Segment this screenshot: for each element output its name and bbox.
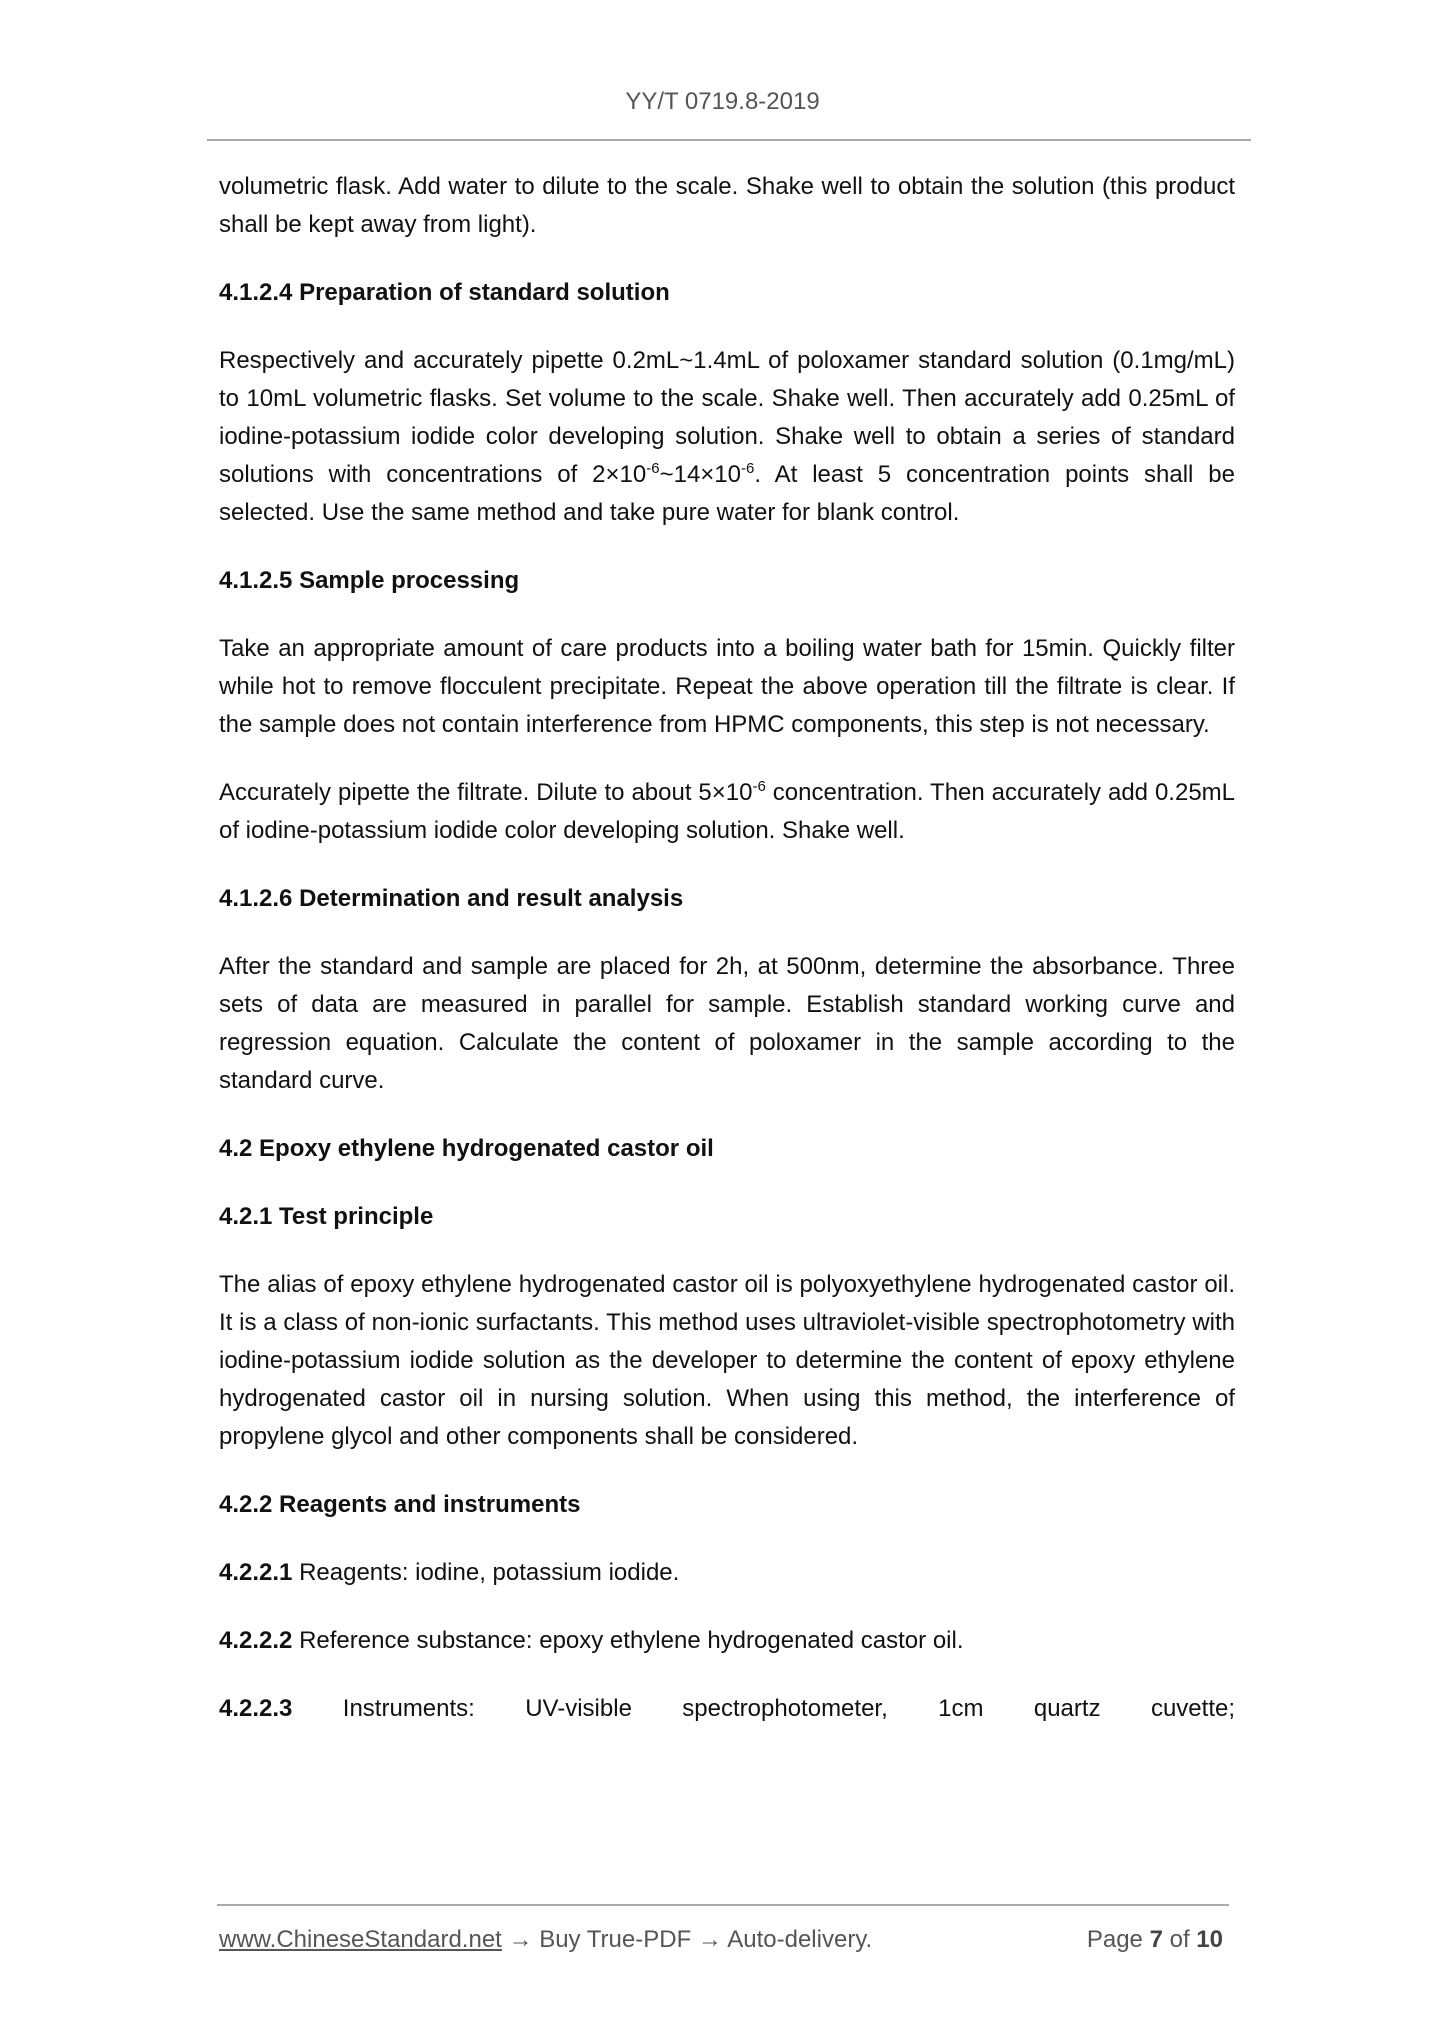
section-heading: 4.1.2.5 Sample processing — [219, 567, 520, 594]
document-header: YY/T 0719.8-2019 — [625, 88, 820, 115]
section-heading: 4.2.1 Test principle — [219, 1203, 434, 1230]
section-heading: 4.1.2.4 Preparation of standard solution — [219, 279, 670, 306]
document-footer — [219, 1926, 1229, 1954]
clause-number: 4.2.2.1 — [219, 1559, 293, 1586]
paragraph — [219, 1622, 1235, 1660]
paragraph: volumetric flask. Add water to dilute to the scale. Shake well to obtain the solution (this product shall be kept away from light). — [219, 173, 1235, 238]
footer-promo — [219, 1926, 872, 1954]
footer-divider — [217, 1904, 1229, 1906]
page-indicator — [1087, 1926, 1223, 1954]
section-heading: 4.2.2 Reagents and instruments — [219, 1491, 581, 1518]
text: Accurately pipette the filtrate. Dilute to about 5×10 — [219, 779, 753, 806]
text: . At least 5 concentration points shall be selected. Use the same method and take pure water for blank control. — [219, 461, 1235, 526]
clause-number: 4.2.2.3 — [219, 1695, 293, 1722]
paragraph — [219, 774, 1235, 850]
text: Respectively and accurately pipette 0.2mL~1.4mL of poloxamer standard solution (0.1mg/mL) to 10mL volumetric flasks. Set volume to the scale. Shake well. Then accurately add 0.25mL of iodine-potassium iodide color developing solution. Shake well to obtain a series of standard solutions with concentrations of 2×10 — [219, 347, 1235, 488]
text: ~14×10 — [659, 461, 741, 488]
text: of — [1169, 1926, 1190, 1953]
page-number: 7 — [1149, 1926, 1163, 1953]
superscript: -6 — [646, 460, 660, 477]
paragraph: After the standard and sample are placed for 2h, at 500nm, determine the absorbance. Three sets of data are measured in parallel for sample. Establish standard working curve and regression equation. Calculate the content of poloxamer in the sample according to the standard curve. — [219, 953, 1235, 1094]
text: concentration. Then accurately add 0.25mL of iodine-potassium iodide color developing solution. Shake well. — [219, 779, 1235, 844]
text: Instruments: UV-visible spectrophotometer, 1cm quartz cuvette; — [292, 1695, 1235, 1722]
clause-number: 4.2.2.2 — [219, 1627, 293, 1654]
paragraph: The alias of epoxy ethylene hydrogenated castor oil is polyoxyethylene hydrogenated castor oil. It is a class of non-ionic surfactants. This method uses ultraviolet-visible spectrophotometry with iodine-potassium iodide solution as the developer to determine the content of epoxy ethylene hydrogenated castor oil in nursing solution. When using this method, the interference of propylene glycol and other components shall be considered. — [219, 1271, 1235, 1450]
page-total: 10 — [1196, 1926, 1223, 1953]
document-body — [219, 168, 1235, 1728]
arrow-icon: → — [501, 1926, 540, 1953]
section-heading: 4.2 Epoxy ethylene hydrogenated castor oil — [219, 1135, 714, 1162]
text: Page — [1086, 1926, 1143, 1953]
text: Reference substance: epoxy ethylene hydrogenated castor oil. — [292, 1627, 964, 1654]
paragraph — [219, 1554, 1235, 1592]
website-link[interactable]: www.ChineseStandard.net — [219, 1926, 502, 1953]
text: Auto-delivery. — [727, 1926, 873, 1953]
paragraph: Take an appropriate amount of care products into a boiling water bath for 15min. Quickly filter while hot to remove flocculent precipitate. Repeat the above operation till the filtrate is clear. If the sample does not contain interference from HPMC components, this step is not necessary. — [219, 635, 1235, 738]
superscript: -6 — [752, 778, 766, 795]
arrow-icon: → — [691, 1926, 728, 1953]
paragraph — [219, 342, 1235, 532]
text: Reagents: iodine, potassium iodide. — [292, 1559, 680, 1586]
text: Buy True-PDF — [539, 1926, 692, 1953]
paragraph — [219, 1690, 1235, 1728]
section-heading: 4.1.2.6 Determination and result analysis — [219, 885, 684, 912]
superscript: -6 — [741, 460, 755, 477]
header-divider — [207, 139, 1251, 141]
